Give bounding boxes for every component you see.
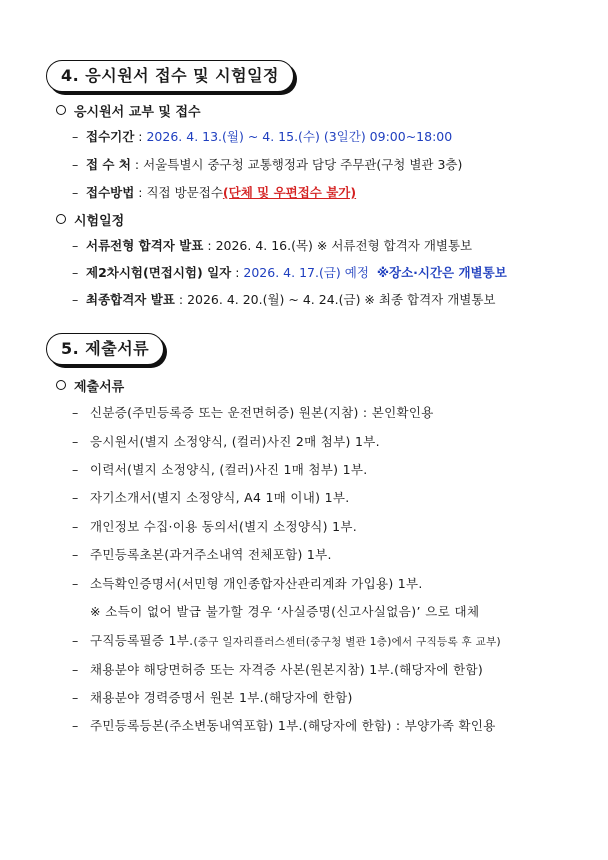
circle-bullet-icon: [56, 105, 66, 115]
place-value: 서울특별시 중구청 교통행정과 담당 주무관(구청 별관 3층): [143, 157, 463, 172]
doc-result-label: 서류전형 합격자 발표: [86, 238, 204, 253]
list-item: – 채용분야 해당면허증 또는 자격증 사본(원본지참) 1부.(해당자에 한함): [72, 662, 483, 677]
section-4-title: 4. 응시원서 접수 및 시험일정: [46, 60, 294, 92]
final-value: 2026. 4. 20.(월) ~ 4. 24.(금) ※ 최종 합격자 개별통보: [187, 292, 496, 307]
list-item: – 응시원서(별지 소정양식, (컬러)사진 2매 첨부) 1부.: [72, 434, 380, 449]
documents-heading: 제출서류: [56, 376, 124, 395]
list-item: – 주민등록초본(과거주소내역 전체포함) 1부.: [72, 547, 332, 562]
period-value: 2026. 4. 13.(월) ~ 4. 15.(수) (3일간) 09:00~18:00: [146, 129, 453, 144]
final-row: – 최종합격자 발표 : 2026. 4. 20.(월) ~ 4. 24.(금) ※ 최종 합격자 개별통보: [72, 292, 496, 307]
list-item: – 주민등록등본(주소변동내역포함) 1부.(해당자에 한함) : 부양가족 확인용: [72, 718, 496, 733]
schedule-heading: 시험일정: [56, 210, 124, 229]
income-note: ※ 소득이 없어 발급 불가할 경우 ‘사실증명(신고사실없음)’ 으로 대체: [90, 604, 480, 619]
list-item: – 신분증(주민등록증 또는 운전면허증) 원본(지참) : 본인확인용: [72, 405, 434, 420]
interview-row: – 제2차시험(면접시험) 일자 : 2026. 4. 17.(금) 예정 ※장소·시간은 개별통보: [72, 265, 507, 280]
doc-result-row: – 서류전형 합격자 발표 : 2026. 4. 16.(목) ※ 서류전형 합격자 개별통보: [72, 238, 473, 253]
doc-result-value: 2026. 4. 16.(목) ※ 서류전형 합격자 개별통보: [215, 238, 473, 253]
list-item: – 소득확인증명서(서민형 개인종합자산관리계좌 가입용) 1부.: [72, 576, 423, 591]
method-value: 직접 방문접수: [146, 185, 223, 200]
apply-heading: 응시원서 교부 및 접수: [56, 101, 201, 120]
list-item: – 구직등록필증 1부.(중구 일자리플러스센터(중구청 별관 1층)에서 구직등록 후 교부): [72, 633, 501, 648]
section-5-title: 5. 제출서류: [46, 333, 164, 365]
list-item: – 자기소개서(별지 소정양식, A4 1매 이내) 1부.: [72, 490, 350, 505]
place-label: 접 수 처: [86, 157, 131, 172]
interview-date: 2026. 4. 17.(금) 예정: [243, 265, 369, 280]
method-note: (단체 및 우편접수 불가): [222, 185, 357, 200]
method-label: 접수방법: [86, 185, 135, 200]
period-row: – 접수기간 : 2026. 4. 13.(월) ~ 4. 15.(수) (3일간) 09:00~18:00: [72, 129, 453, 144]
circle-bullet-icon: [56, 214, 66, 224]
circle-bullet-icon: [56, 380, 66, 390]
list-item: – 이력서(별지 소정양식, (컬러)사진 1매 첨부) 1부.: [72, 462, 368, 477]
list-item: – 개인정보 수집·이용 동의서(별지 소정양식) 1부.: [72, 519, 357, 534]
interview-label: 제2차시험(면접시험) 일자: [86, 265, 232, 280]
list-item: – 채용분야 경력증명서 원본 1부.(해당자에 한함): [72, 690, 353, 705]
place-row: – 접 수 처 : 서울특별시 중구청 교통행정과 담당 주무관(구청 별관 3층): [72, 157, 463, 172]
method-row: – 접수방법 : 직접 방문접수(단체 및 우편접수 불가): [72, 185, 357, 200]
interview-note: ※장소·시간은 개별통보: [376, 265, 507, 280]
period-label: 접수기간: [86, 129, 135, 144]
final-label: 최종합격자 발표: [86, 292, 175, 307]
